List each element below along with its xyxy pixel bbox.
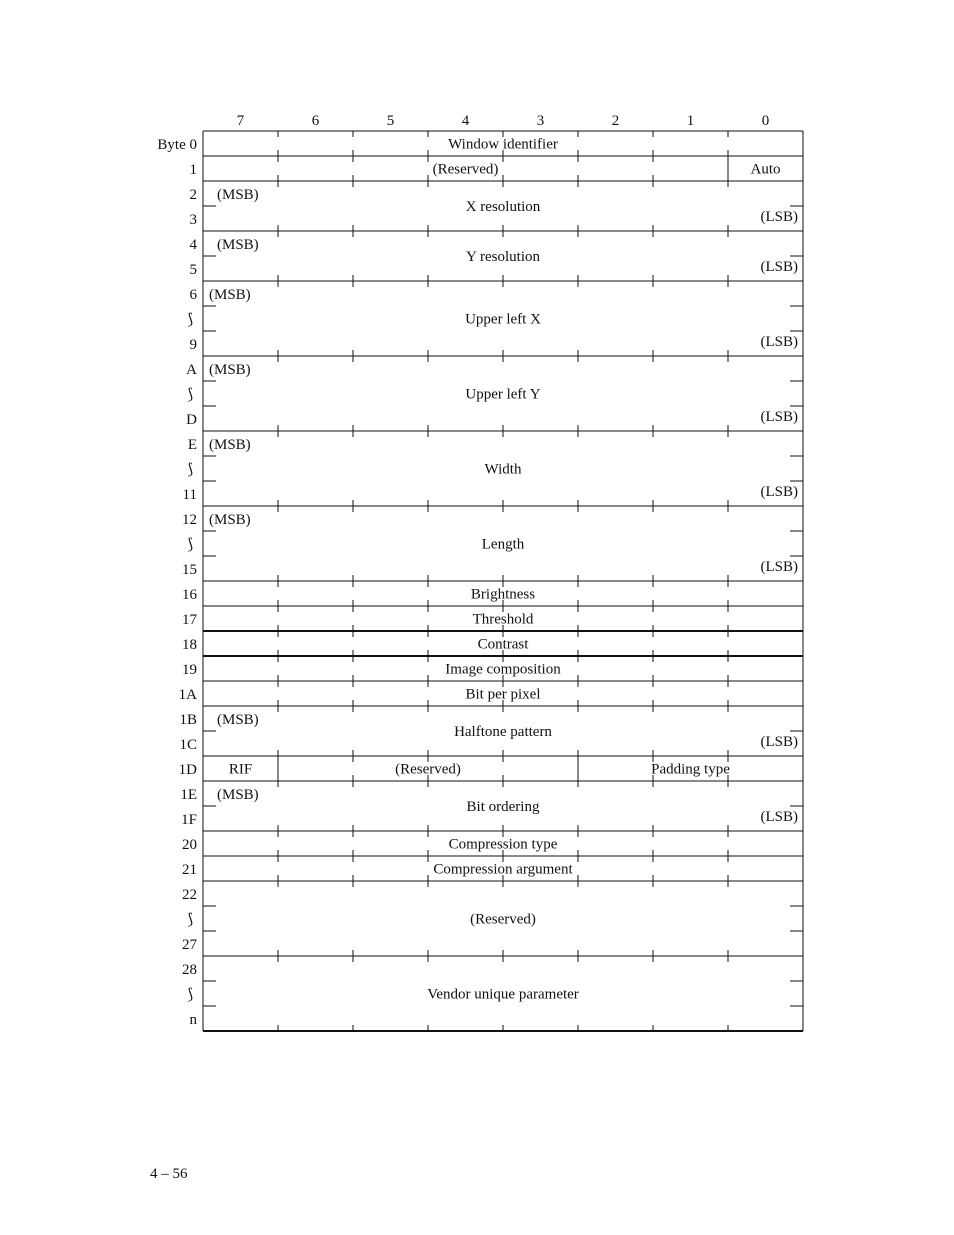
bit-header-7: 7: [236, 113, 245, 129]
byte-label: 3: [189, 212, 197, 228]
bit-header-2: 2: [611, 113, 620, 129]
msb-marker: (MSB): [217, 237, 259, 253]
field-label: X resolution: [465, 199, 541, 215]
byte-label: 12: [182, 512, 197, 528]
byte-label: 17: [182, 612, 197, 628]
field-label: (Reserved): [395, 761, 461, 778]
bit-header-4: 4: [461, 113, 470, 129]
field-label: Bit ordering: [466, 799, 540, 815]
field-label: Image composition: [445, 661, 561, 678]
range-mark: ⟆: [187, 912, 193, 928]
bit-header-5: 5: [386, 113, 395, 129]
bit-header-6: 6: [311, 113, 320, 129]
byte-label: 18: [182, 637, 197, 653]
byte-label: 1D: [178, 762, 197, 778]
bit-header-3: 3: [536, 113, 545, 129]
msb-marker: (MSB): [217, 712, 259, 728]
msb-marker: (MSB): [209, 287, 251, 303]
lsb-marker: (LSB): [760, 809, 798, 825]
byte-label: 27: [182, 937, 197, 953]
field-label: Bit per pixel: [465, 686, 541, 703]
byte-label: 21: [182, 862, 197, 878]
lsb-marker: (LSB): [760, 334, 798, 350]
field-label: Halftone pattern: [454, 724, 552, 740]
field-label: (Reserved): [470, 911, 536, 928]
msb-marker: (MSB): [209, 362, 251, 378]
field-label: Width: [484, 461, 522, 478]
msb-marker: (MSB): [217, 187, 259, 203]
field-label: Padding type: [651, 761, 730, 778]
byte-label: 28: [182, 962, 197, 978]
byte-label: Byte 0: [157, 137, 197, 153]
range-mark: ⟆: [187, 387, 193, 403]
byte-label: 2: [189, 187, 197, 203]
byte-label: 22: [182, 887, 197, 903]
byte-label: 9: [189, 337, 197, 353]
msb-marker: (MSB): [209, 437, 251, 453]
byte-label: 16: [182, 587, 197, 603]
msb-marker: (MSB): [217, 787, 259, 803]
byte-label: 1: [189, 162, 197, 178]
byte-label: 1E: [180, 787, 197, 803]
byte-label: 1A: [178, 687, 197, 703]
byte-label: 1F: [181, 812, 197, 828]
range-mark: ⟆: [187, 462, 193, 478]
field-label: Y resolution: [465, 249, 541, 265]
byte-label: 6: [189, 287, 197, 303]
byte-label: 1B: [179, 712, 197, 728]
field-label: RIF: [228, 761, 253, 778]
field-label: Compression argument: [433, 861, 573, 878]
field-label: Auto: [750, 161, 781, 178]
byte-label: E: [187, 437, 197, 453]
lsb-marker: (LSB): [760, 409, 798, 425]
field-label: Upper left Y: [465, 386, 541, 403]
lsb-marker: (LSB): [760, 484, 798, 500]
field-label: Length: [481, 536, 525, 553]
field-label: Contrast: [477, 636, 529, 653]
field-label: Vendor unique parameter: [427, 986, 579, 1003]
lsb-marker: (LSB): [760, 734, 798, 750]
lsb-marker: (LSB): [760, 209, 798, 225]
lsb-marker: (LSB): [760, 559, 798, 575]
range-mark: ⟆: [187, 537, 193, 553]
page-number: 4 – 56: [150, 1166, 188, 1182]
field-label: Compression type: [448, 836, 558, 853]
field-label: Window identifier: [448, 136, 558, 153]
range-mark: ⟆: [187, 987, 193, 1003]
field-label: (Reserved): [432, 161, 499, 178]
byte-label: A: [186, 362, 197, 378]
lsb-marker: (LSB): [760, 259, 798, 275]
byte-label: 20: [182, 837, 197, 853]
range-mark: ⟆: [187, 312, 193, 328]
byte-label: 4: [189, 237, 197, 253]
byte-label: 15: [182, 562, 197, 578]
bit-header-0: 0: [761, 113, 770, 129]
field-label: Brightness: [470, 586, 536, 603]
byte-label: 5: [189, 262, 197, 278]
field-label: Threshold: [472, 611, 534, 628]
msb-marker: (MSB): [209, 512, 251, 528]
byte-label: 1C: [179, 737, 197, 753]
byte-label: 11: [182, 487, 197, 503]
byte-label: n: [189, 1012, 197, 1028]
bit-header-1: 1: [686, 113, 695, 129]
field-label: Upper left X: [465, 311, 541, 328]
byte-label: 19: [182, 662, 197, 678]
byte-label: D: [186, 412, 197, 428]
